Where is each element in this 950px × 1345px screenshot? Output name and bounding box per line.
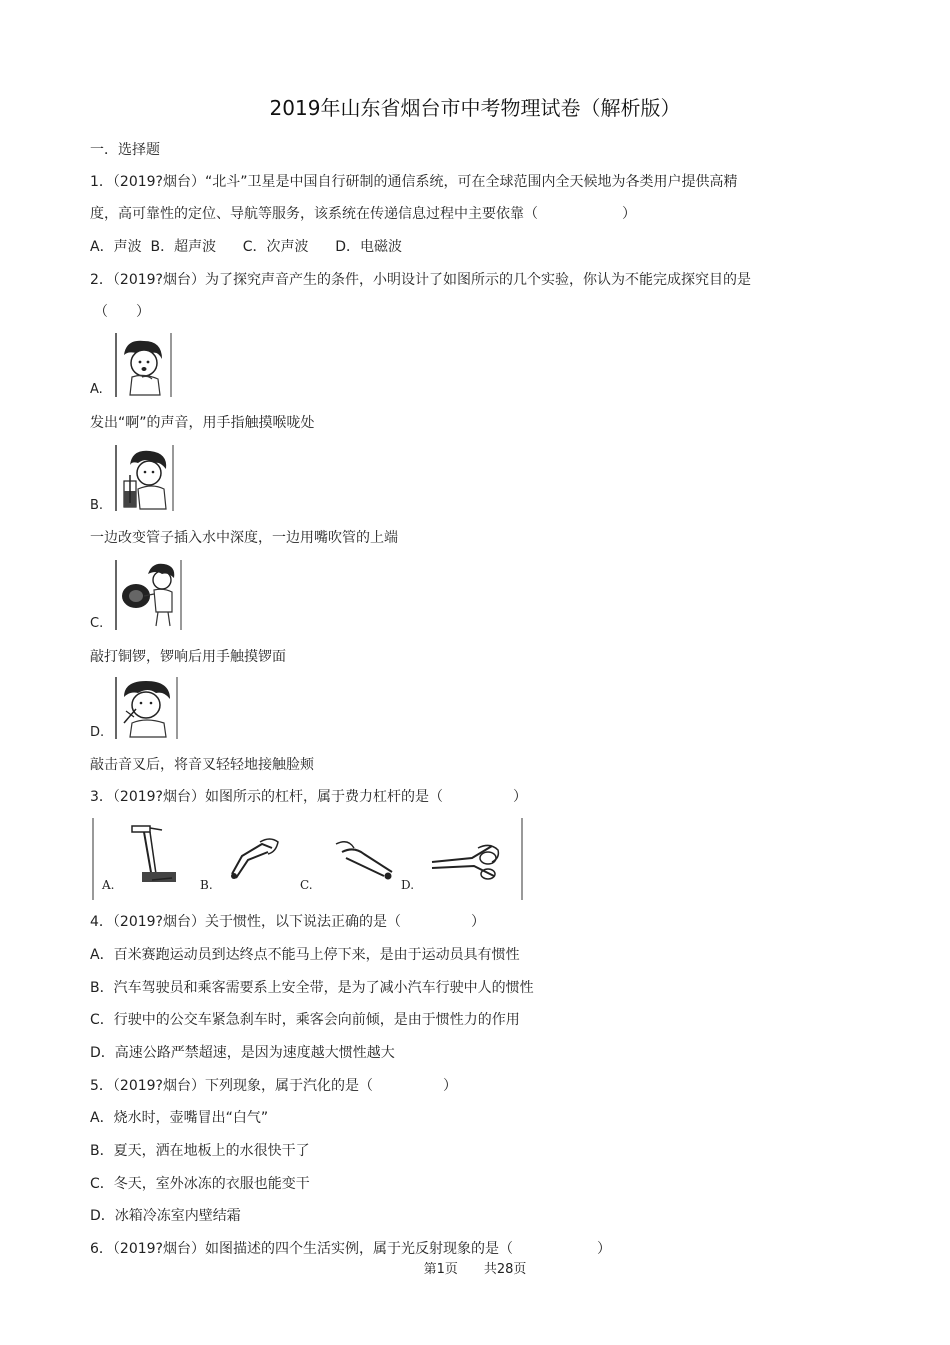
q2-line2: （ ） [94,304,150,320]
q2-option-b-image [114,445,176,511]
q1-line1: 1．（2019?烟台）“北斗”卫星是中国自行研制的通信系统，可在全球范围内全天候地为各类用户提供高精 [90,174,738,190]
q5-option-d: D．冰箱冷冻室内壁结霜 [90,1208,241,1224]
q5-line1: 5．（2019?烟台）下列现象，属于汽化的是（ ） [90,1078,457,1094]
q2-option-a-image [114,333,174,397]
q6-line1: 6．（2019?烟台）如图描述的四个生活实例，属于光反射现象的是（ ） [90,1241,611,1257]
q3-lever-figure [92,818,524,900]
q5-option-b: B．夏天，洒在地板上的水很快干了 [90,1143,310,1159]
section-heading: 一．选择题 [90,142,160,158]
q2-option-c-label: C. [90,616,104,631]
q5-option-a: A．烧水时，壶嘴冒出“白气” [90,1110,269,1126]
q4-line1: 4．（2019?烟台）关于惯性，以下说法正确的是（ ） [90,914,485,930]
q2-option-a-text: 发出“啊”的声音，用手指触摸喉咙处 [90,415,315,431]
q2-option-b-label: B. [90,498,104,513]
q1-line2: 度，高可靠性的定位、导航等服务，该系统在传递信息过程中主要依靠（ ） [90,206,636,222]
q3-line1: 3．（2019?烟台）如图所示的杠杆，属于费力杠杆的是（ ） [90,789,527,805]
q3-label-d: D. [401,878,415,892]
q4-option-d: D．高速公路严禁超速，是因为速度越大惯性越大 [90,1045,395,1061]
q3-label-a: A. [102,878,115,892]
q2-option-d-label: D. [90,725,105,740]
q2-option-c-image [114,560,184,630]
q1-options: A．声波 B．超声波 C．次声波 D．电磁波 [90,239,403,255]
q2-line1: 2．（2019?烟台）为了探究声音产生的条件，小明设计了如图所示的几个实验，你认为不能完成探究目的是 [90,272,751,288]
q2-option-a-label: A. [90,382,103,397]
q4-option-b: B．汽车驾驶员和乘客需要系上安全带，是为了减小汽车行驶中人的惯性 [90,980,534,996]
q2-option-d-text: 敲击音叉后，将音叉轻轻地接触脸颊 [90,757,314,773]
q2-option-d-image [114,677,180,739]
q4-option-c: C．行驶中的公交车紧急刹车时，乘客会向前倾，是由于惯性力的作用 [90,1012,520,1028]
q4-option-a: A．百米赛跑运动员到达终点不能马上停下来，是由于运动员具有惯性 [90,947,520,963]
q2-option-b-text: 一边改变管子插入水中深度，一边用嘴吹管的上端 [90,530,398,546]
page-title: 2019年山东省烟台市中考物理试卷（解析版） [269,96,681,120]
page-total: 共28页 [483,1262,527,1277]
q3-label-c: C. [300,878,313,892]
q5-option-c: C．冬天，室外冰冻的衣服也能变干 [90,1176,310,1192]
q3-label-b: B. [200,878,213,892]
page-number: 第1页 [423,1262,458,1277]
q2-option-c-text: 敲打铜锣，锣响后用手触摸锣面 [90,649,286,665]
page-footer [0,1262,950,1278]
